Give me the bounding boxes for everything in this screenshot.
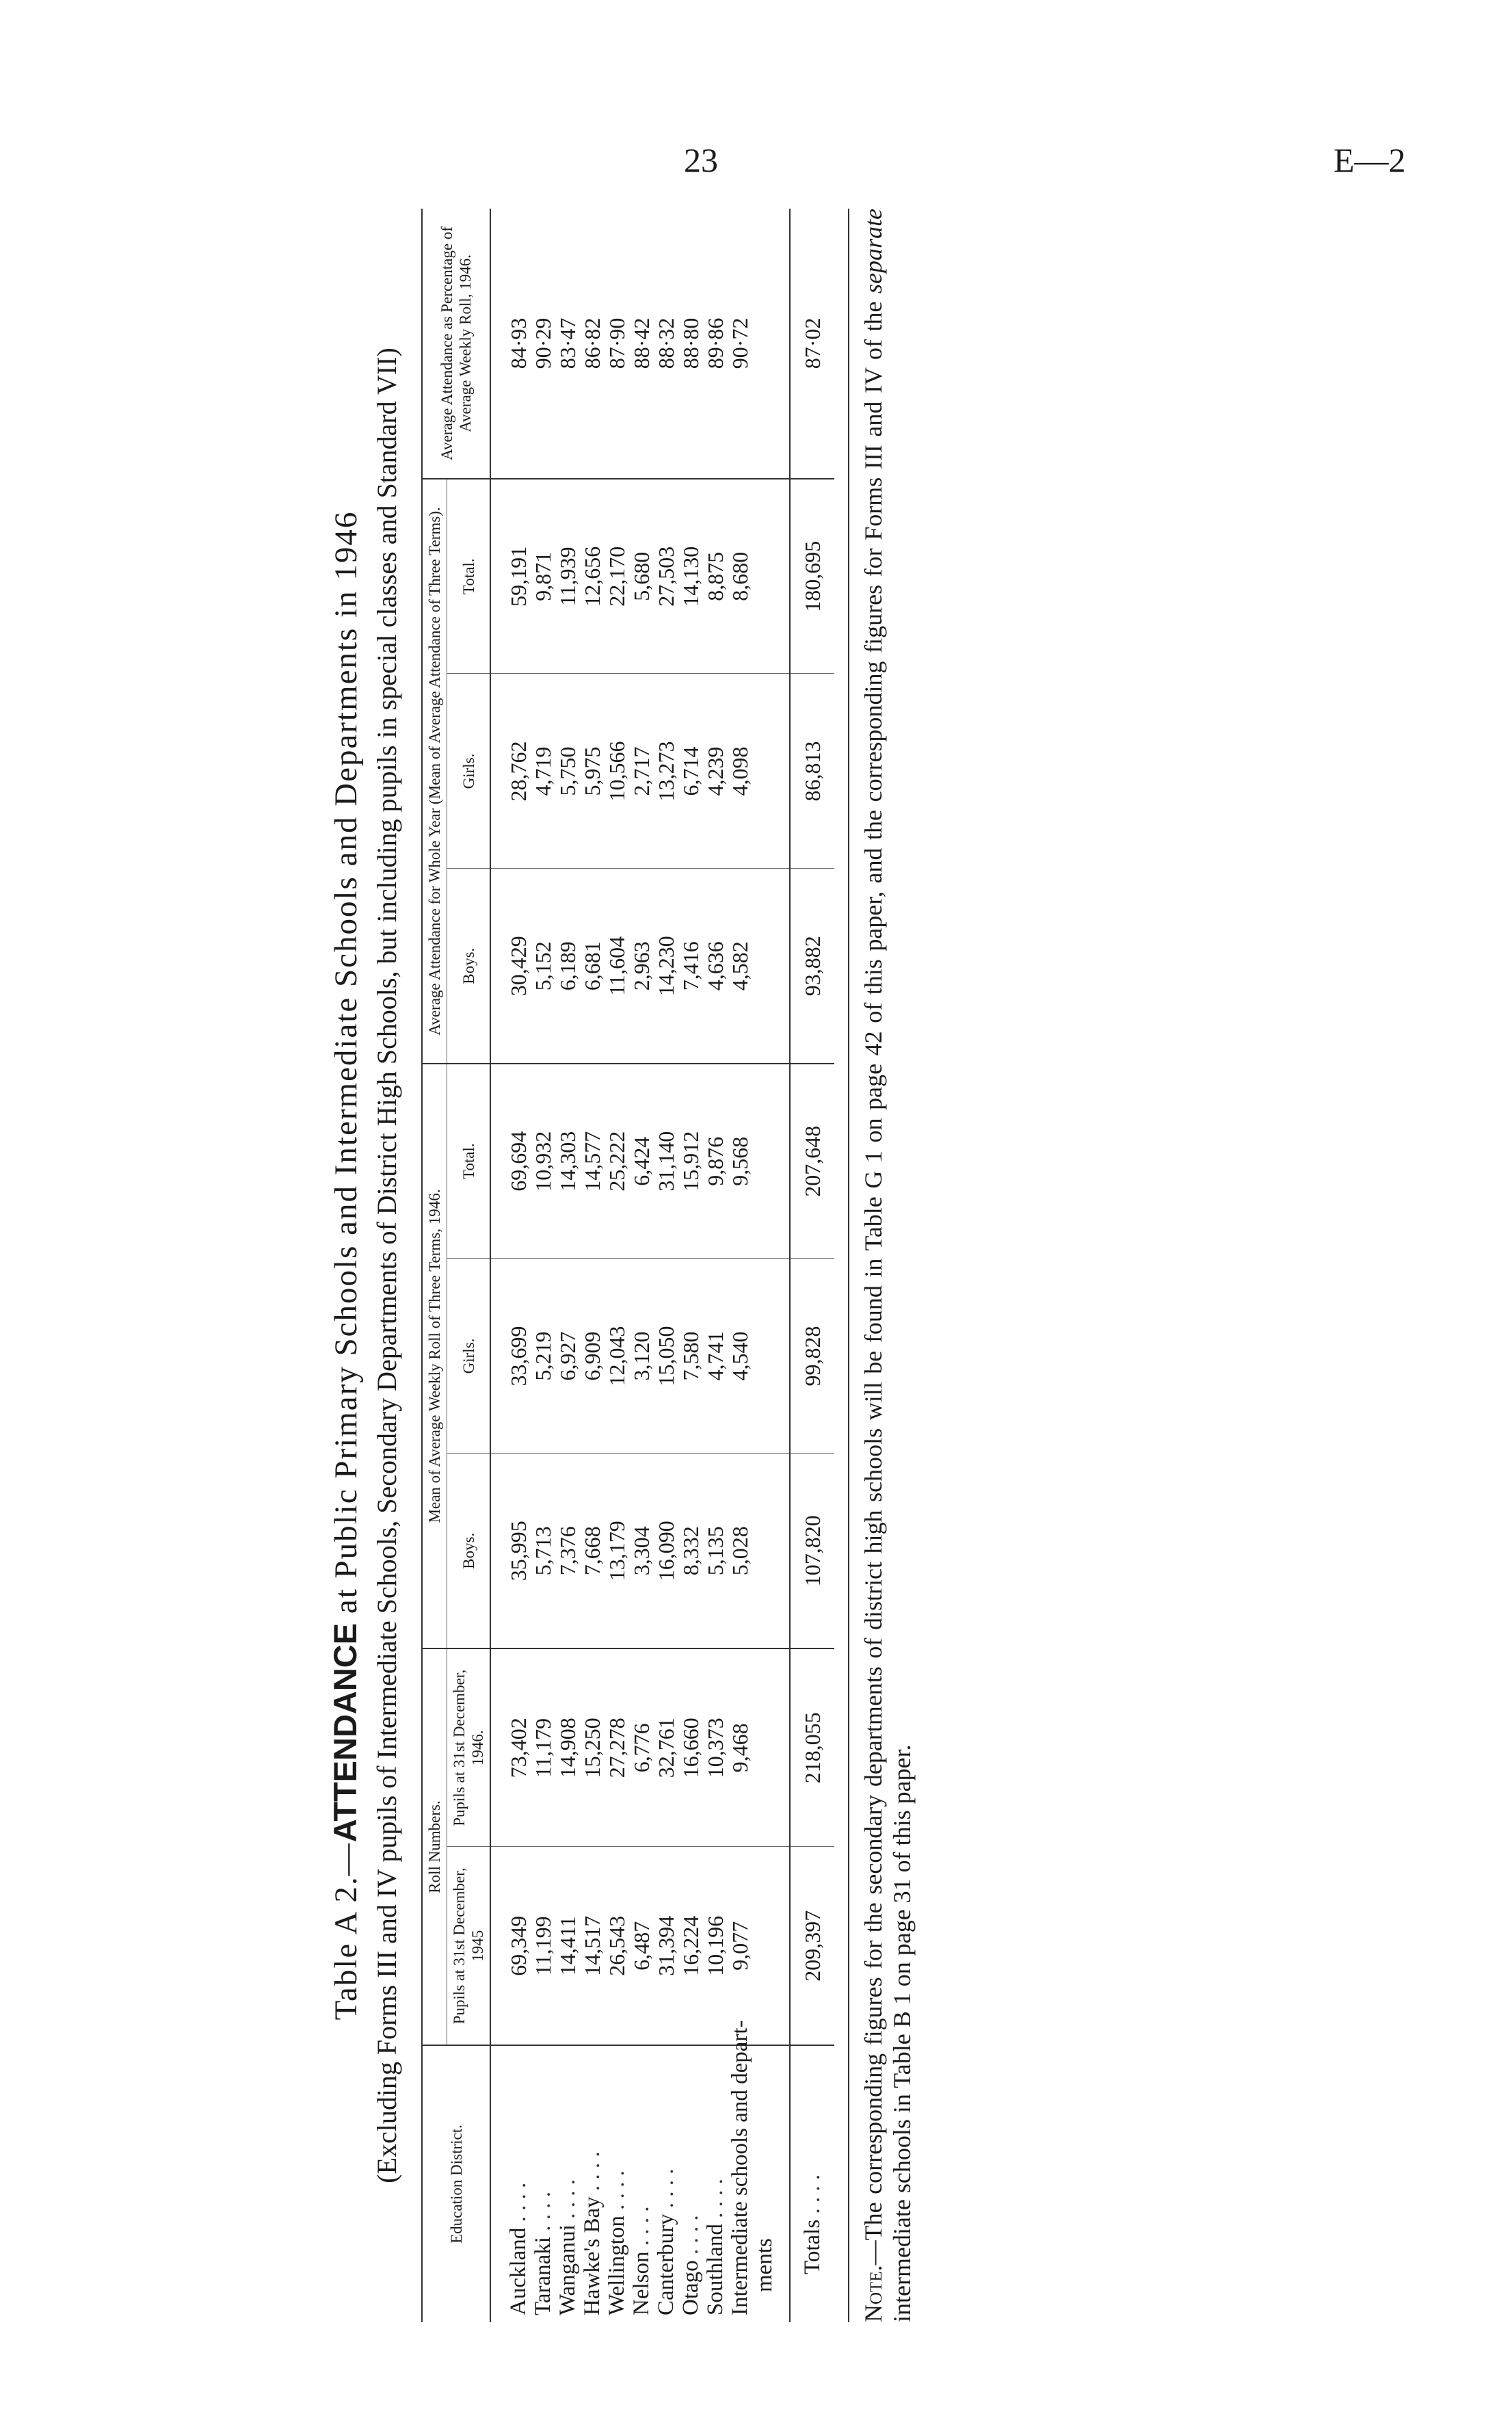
district-cell [605,2045,629,2322]
data-cell: 7,580 [678,1259,703,1454]
header-mean-girls: Girls. [447,1259,491,1454]
data-cell: 12,656 [580,479,605,674]
header-average-attendance: Average Attendance for Whole Year (Mean of Average Attendance of Three Terms). [422,479,447,1064]
data-cell: 6,909 [580,1259,605,1454]
data-cell: 11,939 [555,479,580,674]
note-text-1: —The corresponding figures for the secondary departments of district high schools will be found in Table G 1 on page 42 of this paper, and the corresponding figures for Forms III and IV of the [860,293,887,2265]
data-cell: 3,304 [629,1454,654,1648]
leader-dots: . . . . [703,2179,728,2218]
data-cell: 14,303 [555,1064,580,1259]
data-cell: 27,278 [605,1648,629,1847]
data-cell: 13,179 [605,1454,629,1648]
data-cell: 28,762 [490,674,531,869]
data-cell: 6,189 [555,869,580,1064]
data-cell: 4,098 [728,674,790,869]
header-district: Education District. [447,2125,465,2244]
data-cell: 8,875 [703,479,728,674]
data-cell: 10,196 [703,1847,728,2045]
data-cell: 5,975 [580,674,605,869]
data-cell: 5,152 [531,869,555,1064]
data-cell: 7,668 [580,1454,605,1648]
data-cell: 10,373 [703,1648,728,1847]
data-cell: 59,191 [490,479,531,674]
district-name: Southland [703,2224,728,2315]
totals-label: Totals [800,2219,825,2274]
data-cell: 69,694 [490,1064,531,1259]
data-cell: 5,680 [629,479,654,674]
leader-dots: . . . . [506,2182,531,2222]
leader-dots: . . . . [800,2174,825,2214]
data-cell: 6,927 [555,1259,580,1454]
data-cell: 10,566 [605,674,629,869]
title-prefix: Table A 2.— [328,1842,364,2021]
data-cell: 12,043 [605,1259,629,1454]
attendance-table [421,209,834,2322]
table-row [654,209,678,2322]
data-cell: 86·82 [580,209,605,479]
header-att-total: Total. [447,479,491,674]
page-code: E—2 [1334,141,1406,179]
header-percentage: Average Attendance as Percentage of Average Weekly Roll, 1946. [422,209,490,479]
data-cell: 11,199 [531,1847,555,2045]
table-row [605,209,629,2322]
data-cell: 83·47 [555,209,580,479]
note-italic: separate [860,209,887,293]
table-row [555,209,580,2322]
district-name: Hawke's Bay [580,2196,605,2315]
data-cell: 7,376 [555,1454,580,1648]
data-cell: 27,503 [654,479,678,674]
totals-label-cell [790,2045,834,2322]
data-cell: 90·72 [728,209,790,479]
data-cell: 8,680 [728,479,790,674]
note-text-2: intermediate schools in Table B 1 on page 31 of this paper. [888,1744,916,2322]
data-cell: 87·90 [605,209,629,479]
data-cell: 3,120 [629,1259,654,1454]
data-cell: 73,402 [490,1648,531,1847]
data-cell: 6,776 [629,1648,654,1847]
district-cell [629,2045,654,2322]
table-subtitle: (Excluding Forms III and IV pupils of Intermediate Schools, Secondary Departments of District High Schools, but including pupils in special classes and Standard VII) [371,347,402,2183]
note-head: Note. [860,2265,887,2322]
data-cell: 16,090 [654,1454,678,1648]
district-name: Nelson [629,2251,654,2315]
data-cell: 69,349 [490,1847,531,2045]
data-cell: 14,411 [555,1847,580,2045]
title-bold: ATTENDANCE [327,1622,363,1843]
data-cell: 84·93 [490,209,531,479]
data-cell: 209,397 [790,1847,834,2045]
data-cell: 7,416 [678,869,703,1064]
data-cell: 88·32 [654,209,678,479]
district-cell [531,2045,555,2322]
data-cell: 14,517 [580,1847,605,2045]
header-att-girls: Girls. [447,674,491,869]
district-cell [728,2020,790,2322]
district-cell [580,2045,605,2322]
data-cell: 14,230 [654,869,678,1064]
data-cell: 2,963 [629,869,654,1064]
data-cell: 5,028 [728,1454,790,1648]
data-cell: 88·42 [629,209,654,479]
data-cell: 14,130 [678,479,703,674]
table-note [848,209,916,2322]
district-name: Auckland [506,2227,531,2315]
data-cell: 9,871 [531,479,555,674]
data-cell: 87·02 [790,209,834,479]
district-name-continued: ments [752,2238,777,2292]
data-cell: 9,077 [728,1847,790,2045]
data-cell: 25,222 [605,1064,629,1259]
district-name: Taranaki [531,2237,555,2315]
data-cell: 13,273 [654,674,678,869]
rotated-table-page [325,209,1193,2322]
data-cell: 31,394 [654,1847,678,2045]
data-cell: 11,179 [531,1648,555,1847]
leader-dots: . . . . [654,2168,678,2209]
data-cell: 4,741 [703,1259,728,1454]
data-cell: 10,932 [531,1064,555,1259]
district-name: Canterbury [654,2213,678,2315]
page-number: 23 [684,141,718,179]
data-cell: 89·86 [703,209,728,479]
data-cell: 32,761 [654,1648,678,1847]
header-mean-boys: Boys. [447,1454,491,1648]
leader-dots: . . . . [580,2151,605,2192]
data-cell: 22,170 [605,479,629,674]
header-mean-weekly-roll: Mean of Average Weekly Roll of Three Terms, 1946. [422,1064,447,1648]
leader-dots: . . . . [531,2192,555,2231]
leader-dots: . . . . [629,2206,654,2246]
data-cell: 6,681 [580,869,605,1064]
data-cell: 107,820 [790,1454,834,1648]
district-name: Intermediate schools and depart- [728,2020,752,2315]
data-cell: 15,250 [580,1648,605,1847]
district-cell [490,2045,531,2322]
table-row [678,209,703,2322]
district-name: Otago [678,2260,703,2315]
data-cell: 6,424 [629,1064,654,1259]
header-roll-1945: Pupils at 31st December, 1945 [447,1847,491,2045]
data-cell: 6,714 [678,674,703,869]
data-cell: 93,882 [790,869,834,1064]
data-cell: 35,995 [490,1454,531,1648]
district-name: Wanganui [555,2224,580,2315]
data-cell: 2,717 [629,674,654,869]
data-cell: 4,239 [703,674,728,869]
data-cell: 14,908 [555,1648,580,1847]
table-body [490,209,834,2322]
data-cell: 207,648 [790,1064,834,1259]
data-cell: 31,140 [654,1064,678,1259]
district-cell [555,2045,580,2322]
data-cell: 15,912 [678,1064,703,1259]
data-cell: 16,660 [678,1648,703,1847]
header-att-boys: Boys. [447,869,491,1064]
data-cell: 4,582 [728,869,790,1064]
data-cell: 30,429 [490,869,531,1064]
table-row [580,209,605,2322]
data-cell: 16,224 [678,1847,703,2045]
data-cell: 14,577 [580,1064,605,1259]
data-cell: 90·29 [531,209,555,479]
table-row [728,209,790,2322]
data-cell: 5,713 [531,1454,555,1648]
table-title [325,209,367,2322]
header-mean-total: Total. [447,1064,491,1259]
data-cell: 99,828 [790,1259,834,1454]
data-cell: 9,468 [728,1648,790,1847]
data-cell: 4,636 [703,869,728,1064]
table-row [531,209,555,2322]
data-cell: 218,055 [790,1648,834,1847]
leader-dots: . . . . [605,2170,629,2210]
header-roll-1946: Pupils at 31st December, 1946. [447,1648,491,1847]
data-cell: 180,695 [790,479,834,674]
data-cell: 15,050 [654,1259,678,1454]
data-cell: 26,543 [605,1847,629,2045]
data-cell: 5,219 [531,1259,555,1454]
district-cell [678,2045,703,2322]
totals-row [790,209,834,2322]
data-cell: 33,699 [490,1259,531,1454]
leader-dots: . . . . [678,2215,703,2255]
table-row [490,209,531,2322]
district-cell [703,2045,728,2322]
data-cell: 9,876 [703,1064,728,1259]
data-cell: 5,750 [555,674,580,869]
data-cell: 4,719 [531,674,555,869]
district-cell [654,2045,678,2322]
data-cell: 5,135 [703,1454,728,1648]
data-cell: 6,487 [629,1847,654,2045]
table-row [703,209,728,2322]
data-cell: 86,813 [790,674,834,869]
data-cell: 4,540 [728,1259,790,1454]
data-cell: 11,604 [605,869,629,1064]
leader-dots: . . . . [555,2179,580,2219]
header-roll-numbers: Roll Numbers. [422,1648,447,2045]
title-rest: at Public Primary Schools and Intermediate Schools and Departments in 1946 [328,510,364,1623]
data-cell: 88·80 [678,209,703,479]
data-cell: 8,332 [678,1454,703,1648]
data-cell: 9,568 [728,1064,790,1259]
table-row [629,209,654,2322]
district-name: Wellington [605,2216,629,2315]
